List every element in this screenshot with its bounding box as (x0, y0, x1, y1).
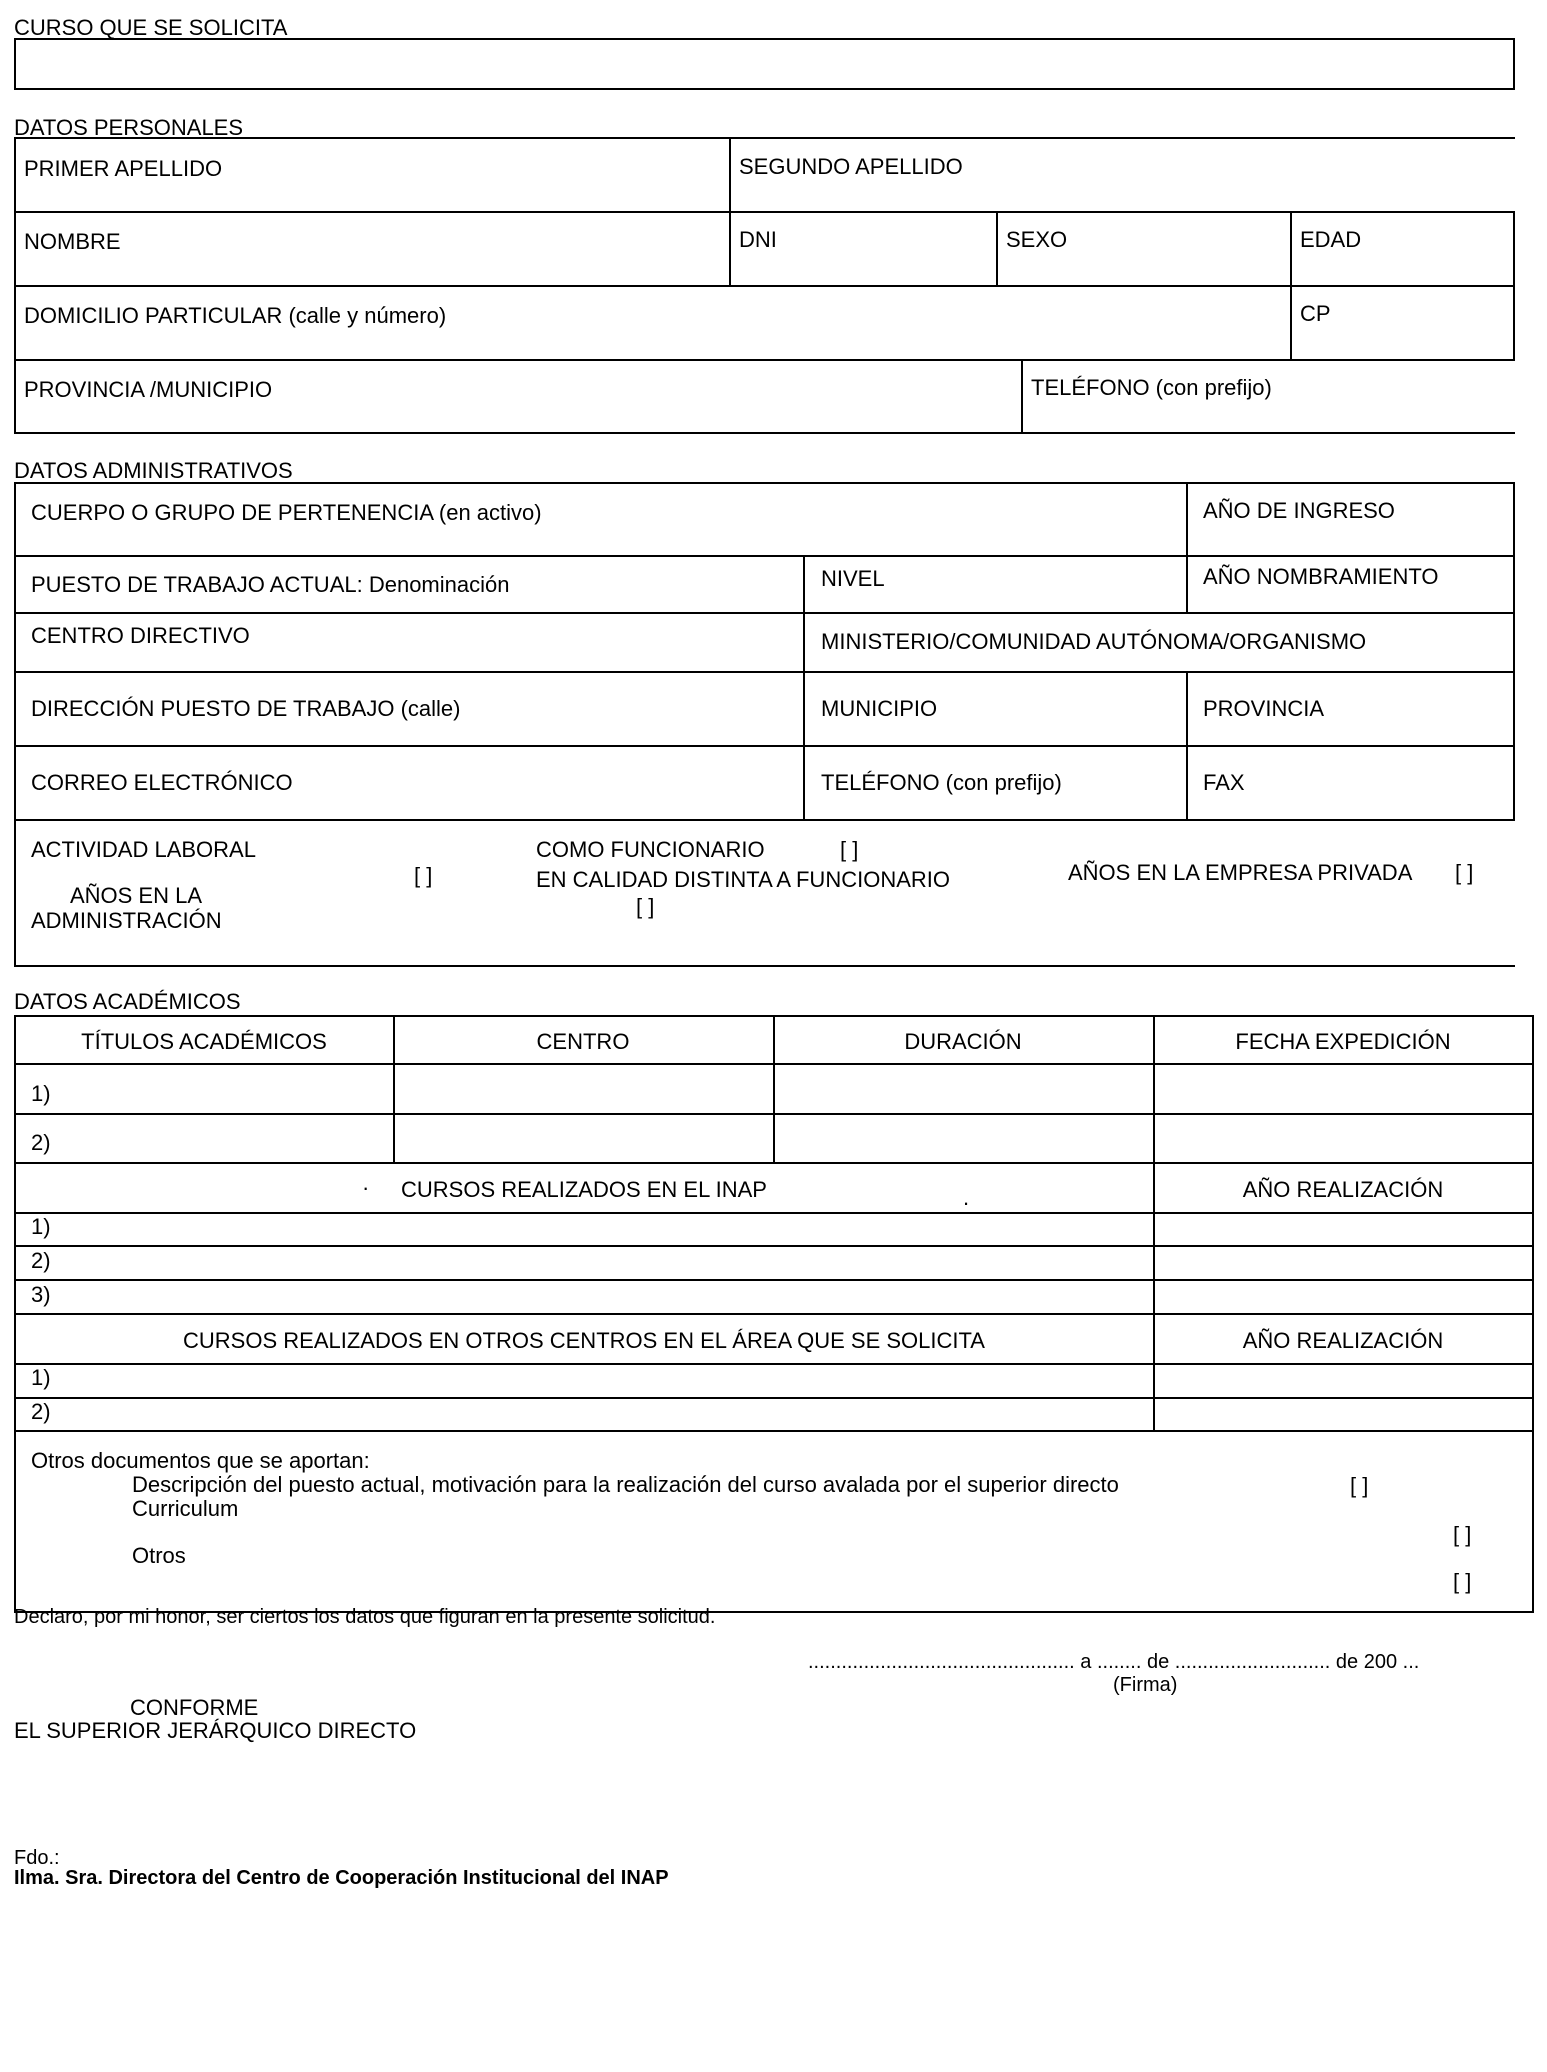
superior-label: EL SUPERIOR JERÁRQUICO DIRECTO (14, 1718, 417, 1743)
nombre-field[interactable]: NOMBRE (24, 229, 121, 254)
puesto-field[interactable]: PUESTO DE TRABAJO ACTUAL: Denominación (31, 572, 510, 597)
divider (1513, 482, 1515, 820)
municipio-field[interactable]: MUNICIPIO (821, 696, 938, 721)
divider (14, 1430, 16, 1612)
administrativos-heading: DATOS ADMINISTRATIVOS (14, 458, 293, 483)
empresa-privada-label: AÑOS EN LA EMPRESA PRIVADA (1068, 860, 1413, 885)
domicilio-field[interactable]: DOMICILIO PARTICULAR (calle y número) (24, 303, 447, 328)
otros-row-label[interactable]: 2) (31, 1399, 51, 1424)
academicos-heading: DATOS ACADÉMICOS (14, 989, 241, 1014)
divider (1532, 1430, 1534, 1612)
otros-checkbox[interactable]: [ ] (1453, 1569, 1472, 1594)
fax-field[interactable]: FAX (1203, 770, 1245, 795)
divider (1186, 482, 1188, 612)
titulo-row-label[interactable]: 1) (31, 1081, 51, 1106)
telefono-trabajo-field[interactable]: TELÉFONO (con prefijo) (821, 770, 1062, 795)
divider (14, 671, 1515, 673)
anio-nombramiento-field[interactable]: AÑO NOMBRAMIENTO (1203, 564, 1439, 589)
fecha-linea[interactable]: ................................................ a ........ de ............................ de 200 ... (808, 1651, 1420, 1673)
divider (14, 819, 1515, 821)
como-funcionario-label: COMO FUNCIONARIO (536, 837, 765, 862)
anios-admin-label-1: AÑOS EN LA (69, 883, 203, 908)
funcionario-checkbox[interactable]: [ ] (840, 837, 859, 862)
divider (803, 555, 805, 819)
otros-label: Otros (132, 1543, 186, 1568)
otros-documentos-heading: Otros documentos que se aportan: (31, 1448, 370, 1473)
primer-apellido-field[interactable]: PRIMER APELLIDO (24, 156, 223, 181)
divider (14, 745, 1515, 747)
divider (1153, 1015, 1155, 1431)
inap-anio-heading: AÑO REALIZACIÓN (1242, 1177, 1444, 1202)
divider (729, 137, 731, 285)
conforme-label: CONFORME (130, 1695, 259, 1720)
divider (1186, 671, 1188, 819)
anios-admin-label-2: ADMINISTRACIÓN (31, 908, 222, 933)
divider (14, 1015, 16, 1431)
col-centro: CENTRO (536, 1029, 630, 1054)
divider (14, 612, 1515, 614)
divider (14, 1113, 1534, 1115)
dot-mark: · (362, 1175, 370, 1200)
declaracion-text: Declaro, por mi honor, ser ciertos los datos que figuran en la presente solicitud. (14, 1606, 716, 1628)
ministerio-field[interactable]: MINISTERIO/COMUNIDAD AUTÓNOMA/ORGANISMO (821, 629, 1367, 654)
divider (14, 1063, 1534, 1065)
divider (14, 555, 1515, 557)
divider (996, 211, 998, 285)
divider (14, 432, 1515, 434)
fdo-label[interactable]: Fdo.: (14, 1847, 60, 1869)
divider (14, 137, 1515, 139)
dot-mark: . (963, 1185, 970, 1210)
curso-field[interactable] (14, 38, 1515, 90)
curriculum-label: Curriculum (132, 1496, 239, 1521)
divider (14, 1279, 1534, 1281)
divider (14, 1430, 1534, 1432)
sexo-field[interactable]: SEXO (1006, 227, 1068, 252)
anio-ingreso-field[interactable]: AÑO DE INGRESO (1203, 498, 1395, 523)
destinatario: Ilma. Sra. Directora del Centro de Cooperación Institucional del INAP (14, 1867, 669, 1889)
centro-directivo-field[interactable]: CENTRO DIRECTIVO (31, 623, 250, 648)
segundo-apellido-field[interactable]: SEGUNDO APELLIDO (739, 154, 963, 179)
cuerpo-field[interactable]: CUERPO O GRUPO DE PERTENENCIA (en activo) (31, 500, 542, 525)
correo-field[interactable]: CORREO ELECTRÓNICO (31, 770, 293, 795)
telefono-personal-field[interactable]: TELÉFONO (con prefijo) (1031, 375, 1272, 400)
provincia-field[interactable]: PROVINCIA (1203, 696, 1325, 721)
otros-row-label[interactable]: 1) (31, 1365, 51, 1390)
otros-anio-heading: AÑO REALIZACIÓN (1242, 1328, 1444, 1353)
dni-field[interactable]: DNI (739, 227, 777, 252)
nivel-field[interactable]: NIVEL (821, 566, 885, 591)
anios-admin-checkbox[interactable]: [ ] (414, 863, 433, 888)
divider (1290, 211, 1292, 359)
calidad-distinta-label: EN CALIDAD DISTINTA A FUNCIONARIO (536, 867, 950, 892)
divider (1532, 1015, 1534, 1431)
empresa-privada-checkbox[interactable]: [ ] (1455, 860, 1474, 885)
divider (14, 1162, 1534, 1164)
divider (14, 1212, 1534, 1214)
divider (14, 1313, 1534, 1315)
curriculum-checkbox[interactable]: [ ] (1453, 1522, 1472, 1547)
divider (14, 965, 1515, 967)
divider (14, 359, 1515, 361)
titulo-row-label[interactable]: 2) (31, 1130, 51, 1155)
actividad-laboral-label: ACTIVIDAD LABORAL (31, 837, 256, 862)
divider (14, 1363, 1534, 1365)
divider (1021, 359, 1023, 432)
col-fecha-expedicion: FECHA EXPEDICIÓN (1235, 1029, 1451, 1054)
descripcion-checkbox[interactable]: [ ] (1350, 1473, 1369, 1498)
direccion-field[interactable]: DIRECCIÓN PUESTO DE TRABAJO (calle) (31, 696, 461, 721)
divider (14, 1245, 1534, 1247)
edad-field[interactable]: EDAD (1300, 227, 1362, 252)
inap-heading: CURSOS REALIZADOS EN EL INAP (401, 1177, 767, 1202)
provincia-municipio-field[interactable]: PROVINCIA /MUNICIPIO (24, 377, 273, 402)
cp-field[interactable]: CP (1300, 301, 1331, 326)
inap-row-label[interactable]: 3) (31, 1282, 51, 1307)
inap-row-label[interactable]: 1) (31, 1214, 51, 1239)
curso-heading: CURSO QUE SE SOLICITA (14, 15, 288, 40)
personales-heading: DATOS PERSONALES (14, 115, 244, 140)
firma-label: (Firma) (1113, 1674, 1178, 1696)
col-titulos: TÍTULOS ACADÉMICOS (81, 1029, 327, 1054)
calidad-distinta-checkbox[interactable]: [ ] (636, 894, 655, 919)
divider (14, 482, 1515, 484)
col-duracion: DURACIÓN (904, 1029, 1022, 1054)
inap-row-label[interactable]: 2) (31, 1248, 51, 1273)
divider (14, 1397, 1534, 1399)
otros-centros-heading: CURSOS REALIZADOS EN OTROS CENTROS EN EL ÁREA QUE SE SOLICITA (183, 1328, 985, 1353)
descripcion-puesto-label: Descripción del puesto actual, motivación para la realización del curso avalada por el superior directo (132, 1472, 1119, 1497)
